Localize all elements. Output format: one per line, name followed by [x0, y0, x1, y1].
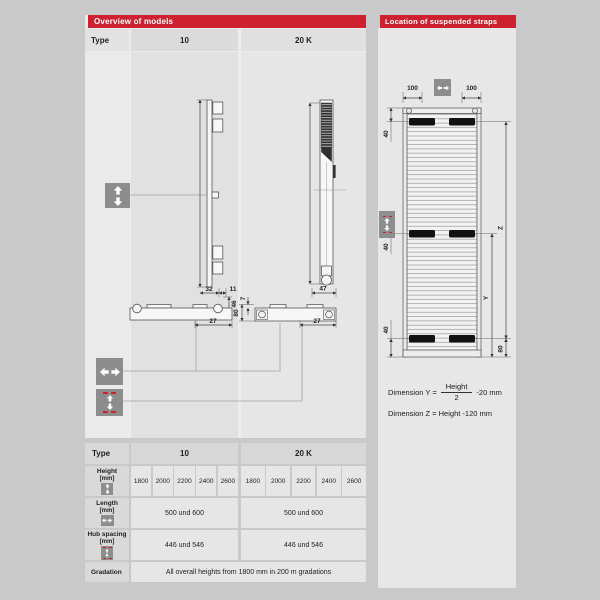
dim-40-bottom: 40 [383, 326, 390, 334]
height-value: 2400 [317, 466, 341, 496]
dim-type20k-80: 80 [233, 309, 240, 317]
type-row-col-10: 10 [131, 29, 238, 51]
dim-100-right: 100 [466, 85, 477, 92]
red-limit-mark [103, 392, 116, 394]
left-panel-header [88, 15, 366, 28]
formula-y-numerator: Height [441, 383, 473, 393]
height-value: 2000 [266, 466, 290, 496]
dim-type20k-47: 47 [319, 285, 327, 293]
red-limit-mark [103, 411, 116, 413]
table-row-label-hub-spacing [85, 530, 129, 560]
suspended-straps-drawing [378, 58, 516, 388]
height-value: 2400 [196, 466, 216, 496]
dim-type20k-7: 7 [240, 296, 247, 301]
table-header-type: Type [85, 443, 129, 464]
height-value: 2600 [342, 466, 366, 496]
table-header-col-10: 10 [131, 443, 238, 464]
red-limit-mark [103, 558, 112, 559]
dim-type10-46: 46 [231, 300, 238, 308]
red-limit-mark [103, 547, 112, 548]
height-values-col-10 [131, 466, 238, 496]
dim-type20k-27: 27 [313, 318, 321, 325]
hub-spacing-icon [96, 389, 123, 416]
hub-value-col-20k: 446 und 546 [241, 530, 366, 560]
dim-type10-27: 27 [209, 318, 217, 325]
gradation-value: All overall heights from 1800 mm in 200 m gradations [131, 562, 366, 582]
hub-spacing-icon-small [101, 546, 113, 560]
dim-type10-32: 32 [205, 286, 213, 293]
formula-y-fraction [441, 383, 473, 401]
height-unit: [mm] [99, 475, 115, 482]
right-panel-header [380, 15, 516, 28]
formula-y-prefix: Dimension Y = [388, 387, 437, 397]
type-row-col-20k: 20 K [241, 29, 366, 51]
table-row-label-length [85, 498, 129, 528]
type20k-side-view [310, 100, 346, 297]
height-value: 2600 [218, 466, 238, 496]
dim-100-left: 100 [407, 85, 418, 92]
length-icon [96, 358, 123, 385]
height-icon-small [101, 483, 113, 495]
length-value-col-10: 500 und 600 [131, 498, 238, 528]
left-panel-header-label: Overview of models [94, 17, 174, 26]
length-label: Length [96, 500, 118, 507]
formula-y-denominator: 2 [454, 392, 459, 402]
table-row-label-height [85, 466, 129, 496]
dim-z: Z [497, 226, 505, 230]
table-header-col-20k: 20 K [241, 443, 366, 464]
height-values-col-20k [241, 466, 366, 496]
table-row-label-gradation: Gradation [85, 562, 129, 582]
length-icon-straps [434, 79, 451, 96]
formula-dimension-y [388, 381, 514, 403]
dim-type10-11: 11 [229, 286, 237, 293]
length-unit: [mm] [99, 508, 115, 514]
type10-bottom-view [130, 304, 232, 328]
type10-side-view [197, 100, 238, 311]
length-value-col-20k: 500 und 600 [241, 498, 366, 528]
hub-label: Hub spacing [87, 530, 127, 538]
dim-80: 80 [497, 345, 505, 353]
height-value: 1800 [131, 466, 151, 496]
hub-unit: [mm] [99, 538, 115, 545]
formula-y-suffix: -20 mm [476, 387, 502, 397]
models-technical-drawing [85, 52, 366, 438]
height-value: 2200 [174, 466, 194, 496]
hub-value-col-10: 446 und 546 [131, 530, 238, 560]
icon-pointer-lines [123, 195, 302, 401]
height-value: 2000 [153, 466, 173, 496]
type-row-label: Type [85, 29, 129, 51]
red-limit-mark [383, 232, 392, 233]
dim-y: Y [483, 295, 490, 301]
red-limit-mark [383, 216, 392, 217]
dim-40-top: 40 [383, 130, 390, 138]
height-value: 1800 [241, 466, 265, 496]
height-value: 2200 [292, 466, 316, 496]
type20k-bottom-view [233, 296, 336, 328]
hub-spacing-icon-straps [379, 211, 395, 238]
formula-dimension-z: Dimension Z = Height -120 mm [388, 409, 492, 418]
right-panel-header-label: Location of suspended straps [385, 17, 498, 26]
height-icon [105, 183, 130, 208]
length-icon-small [101, 515, 114, 526]
dim-40-mid: 40 [383, 243, 390, 251]
height-label: Height [96, 467, 118, 475]
